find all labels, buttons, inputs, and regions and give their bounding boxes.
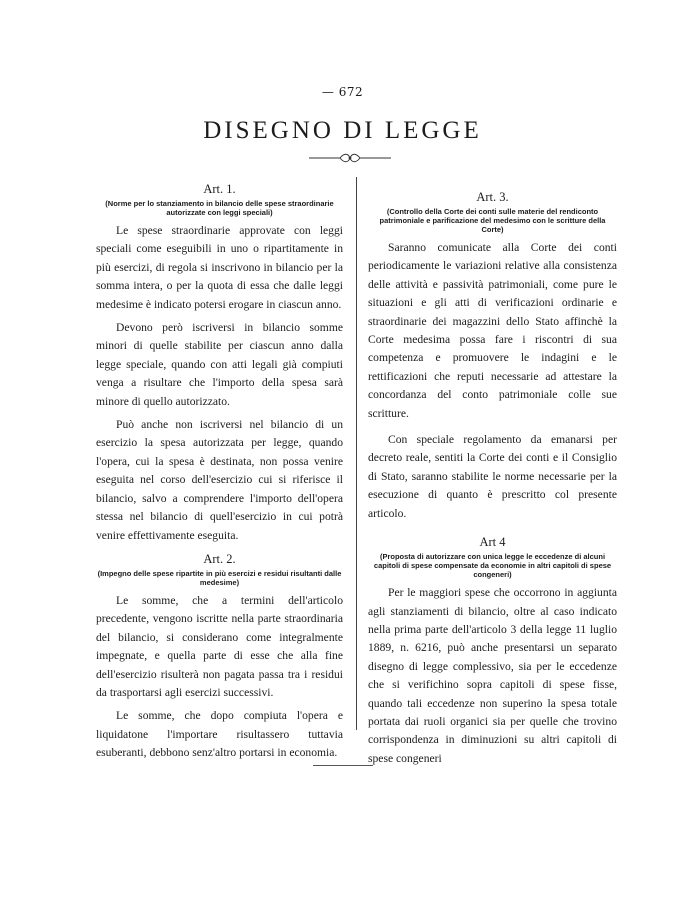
page-title: DISEGNO DI LEGGE bbox=[203, 117, 482, 144]
article-2-paragraph-1: Le somme, che a termini dell'articolo precedente, vengono iscritte nella parte straordinaria del bilancio, si considerano come integralmente impegnate, e quella parte di esse che alla fine dell'esercizio risulterà non pagata passa tra i residui da trasportarsi agli esercizi successivi. bbox=[96, 593, 343, 699]
article-3 bbox=[368, 188, 617, 523]
article-2 bbox=[96, 550, 343, 763]
article-2-heading: Art. 2. bbox=[203, 551, 236, 566]
bottom-rule bbox=[313, 765, 373, 766]
article-4-heading: Art 4 bbox=[479, 535, 506, 550]
page-number: — 672 bbox=[321, 85, 364, 99]
right-column bbox=[368, 188, 617, 768]
article-3-heading: Art. 3. bbox=[476, 190, 509, 204]
article-1-heading: Art. 1. bbox=[203, 182, 236, 196]
article-1-paragraph-1: Le spese straordinarie approvate con leggi speciali come eseguibili in uno o ripartitamente in più esercizi, di regola si inscrivono in bilancio per la somma intera, o per la quota di essa che dalle leggi medesime è indicato potersi erogare in ciascun anno. bbox=[96, 224, 343, 311]
article-2-paragraph-2: Le somme, che dopo compiuta l'opera e liquidatone l'importare risultassero tuttavia esuberanti, debbono senz'altro portarsi in economia. bbox=[96, 709, 343, 760]
title-ornament bbox=[307, 151, 393, 165]
article-3-paragraph-2: Con speciale regolamento da emanarsi per decreto reale, sentiti la Corte dei conti e il Consiglio di Stato, saranno stabilite le norme necessarie per la esecuzione di quanto è prescritto col presente articolo. bbox=[368, 433, 617, 520]
left-column bbox=[96, 180, 343, 763]
article-4-subtitle: (Proposta di autorizzare con unica legge le eccedenze di alcuni capitoli di spese compensate da economie in altri capitoli di spese congeneri) bbox=[373, 552, 612, 580]
column-divider bbox=[356, 177, 357, 730]
article-1-paragraph-3: Può anche non iscriversi nel bilancio di un esercizio la spesa autorizzata per legge, quando l'opera, cui la spesa è destinata, non possa venire eseguita nel corso dell'esercizio cui si riferisce il bilancio, salvo a comprendere l'importo dell'opera stessa nel bilancio di quell'esercizio in cui potrà venire effettivamente eseguita. bbox=[96, 418, 343, 542]
article-1-subtitle: (Norme per lo stanziamento in bilancio delle spese straordinarie autorizzate con leggi speciali) bbox=[105, 199, 334, 217]
article-2-subtitle: (Impegno delle spese ripartite in più esercizi e residui risultanti dalle medesime) bbox=[97, 568, 342, 587]
article-1-paragraph-2: Devono però iscriversi in bilancio somme minori di quelle stabilite per ciascun anno dalla legge speciale, quando con atti legali già compiuti venga a risultare che l'importo della spesa sarà minore di quello autorizzato. bbox=[96, 321, 343, 408]
article-4 bbox=[368, 533, 617, 768]
article-3-paragraph-1: Saranno comunicate alla Corte dei conti periodicamente le variazioni relative alla consistenza delle attività e passività patrimoniali, come pure le situazioni e gli atti di verificazioni ordinarie e straordinarie dei magazzini dello Stato affinchè la Corte medesima possa fare i riscontri di sua competenza e promuovere le indagini e le rettificazioni che reputi necessarie ad attestare la concordanza del conto patrimoniale colle sue scritture. bbox=[368, 241, 617, 420]
article-4-paragraph-1: Per le maggiori spese che occorrono in aggiunta agli stanziamenti di bilancio, oltre al caso indicato nella prima parte dell'articolo 3 della legge 11 luglio 1889, n. 6216, può anche presentarsi un separato disegno di legge complessivo, sia per le eccedenze che si verifichino sopra capitoli di spese fisse, quando tali eccedenze non superino la spesa totale portata dai ruoli organici sia per quelle che trovino corrispondenza in diminuzioni su altri capitoli di spese congeneri bbox=[368, 586, 617, 765]
article-1 bbox=[96, 180, 343, 545]
article-3-subtitle: (Controllo della Corte dei conti sulle materie del rendiconto patrimoniale e parificazione del medesimo con le scritture della Corte) bbox=[379, 207, 606, 234]
